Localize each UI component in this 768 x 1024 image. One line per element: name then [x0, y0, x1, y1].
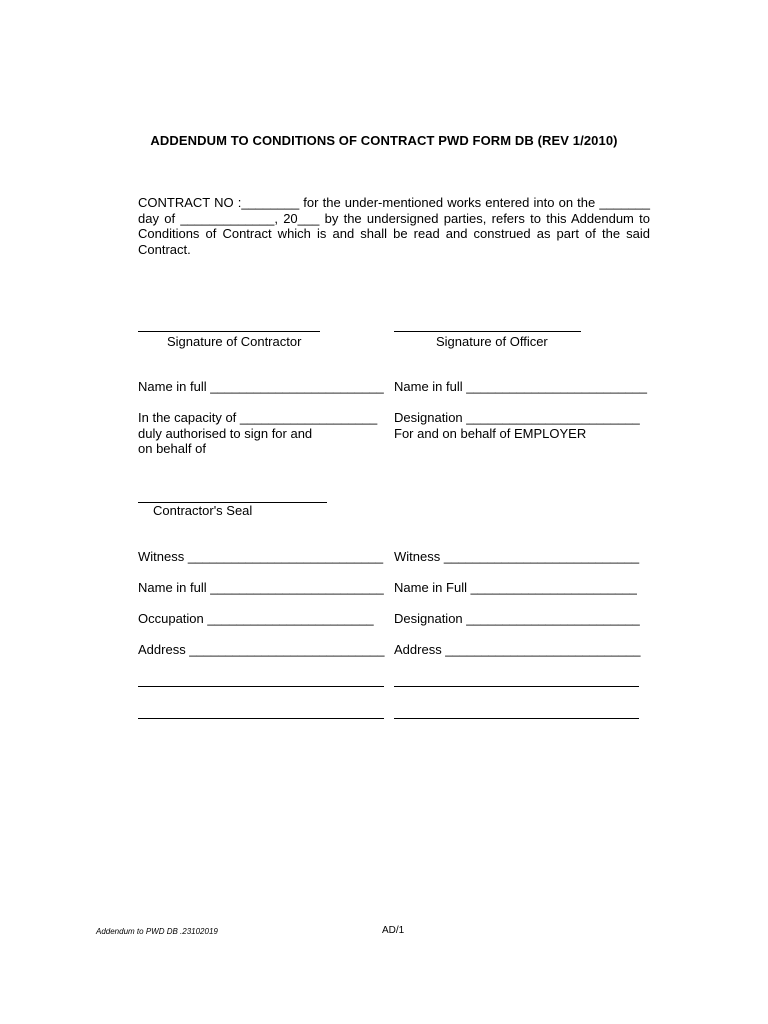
contractor-capacity-field: In the capacity of ___________________: [138, 410, 378, 425]
contractor-occupation-field: Occupation _______________________: [138, 611, 374, 626]
contractor-seal-caption: Contractor's Seal: [153, 503, 253, 518]
document-title: ADDENDUM TO CONDITIONS OF CONTRACT PWD FORM DB (REV 1/2010): [150, 133, 618, 148]
officer-witness-designation-field: Designation ________________________: [394, 611, 640, 626]
contractor-witness-name-field: Name in full ________________________: [138, 580, 384, 595]
officer-employer-text: For and on behalf of EMPLOYER: [394, 426, 587, 441]
officer-name-field: Name in full _________________________: [394, 379, 647, 394]
officer-signature-caption: Signature of Officer: [436, 334, 548, 349]
contractor-witness-field: Witness ___________________________: [138, 549, 384, 564]
contractor-signature-line: [138, 331, 320, 332]
officer-address-line-2: [394, 686, 639, 687]
officer-address-line-3: [394, 718, 639, 719]
contractor-name-field: Name in full ________________________: [138, 379, 384, 394]
contract-intro-paragraph: CONTRACT NO :________ for the under-mentioned works entered into on the _______ day of _____________, 20___ by the undersigned parties, refers to this Addendum to Conditions of Contract which is and shall be read and construed as part of the said Contract.: [138, 195, 650, 257]
officer-address-field: Address ___________________________: [394, 642, 641, 657]
contractor-address-field: Address ___________________________: [138, 642, 385, 657]
footer-document-reference: Addendum to PWD DB .23102019: [96, 927, 218, 936]
contractor-address-line-2: [138, 686, 384, 687]
contractor-authorised-text: duly authorised to sign for and: [138, 426, 313, 441]
officer-designation-field: Designation ________________________: [394, 410, 640, 425]
contractor-address-line-3: [138, 718, 384, 719]
contractor-on-behalf-text: on behalf of: [138, 441, 206, 456]
officer-witness-field: Witness ___________________________: [394, 549, 640, 564]
footer-page-number: AD/1: [382, 925, 405, 936]
contractor-signature-caption: Signature of Contractor: [167, 334, 302, 349]
officer-witness-name-field: Name in Full _______________________: [394, 580, 637, 595]
officer-signature-line: [394, 331, 581, 332]
